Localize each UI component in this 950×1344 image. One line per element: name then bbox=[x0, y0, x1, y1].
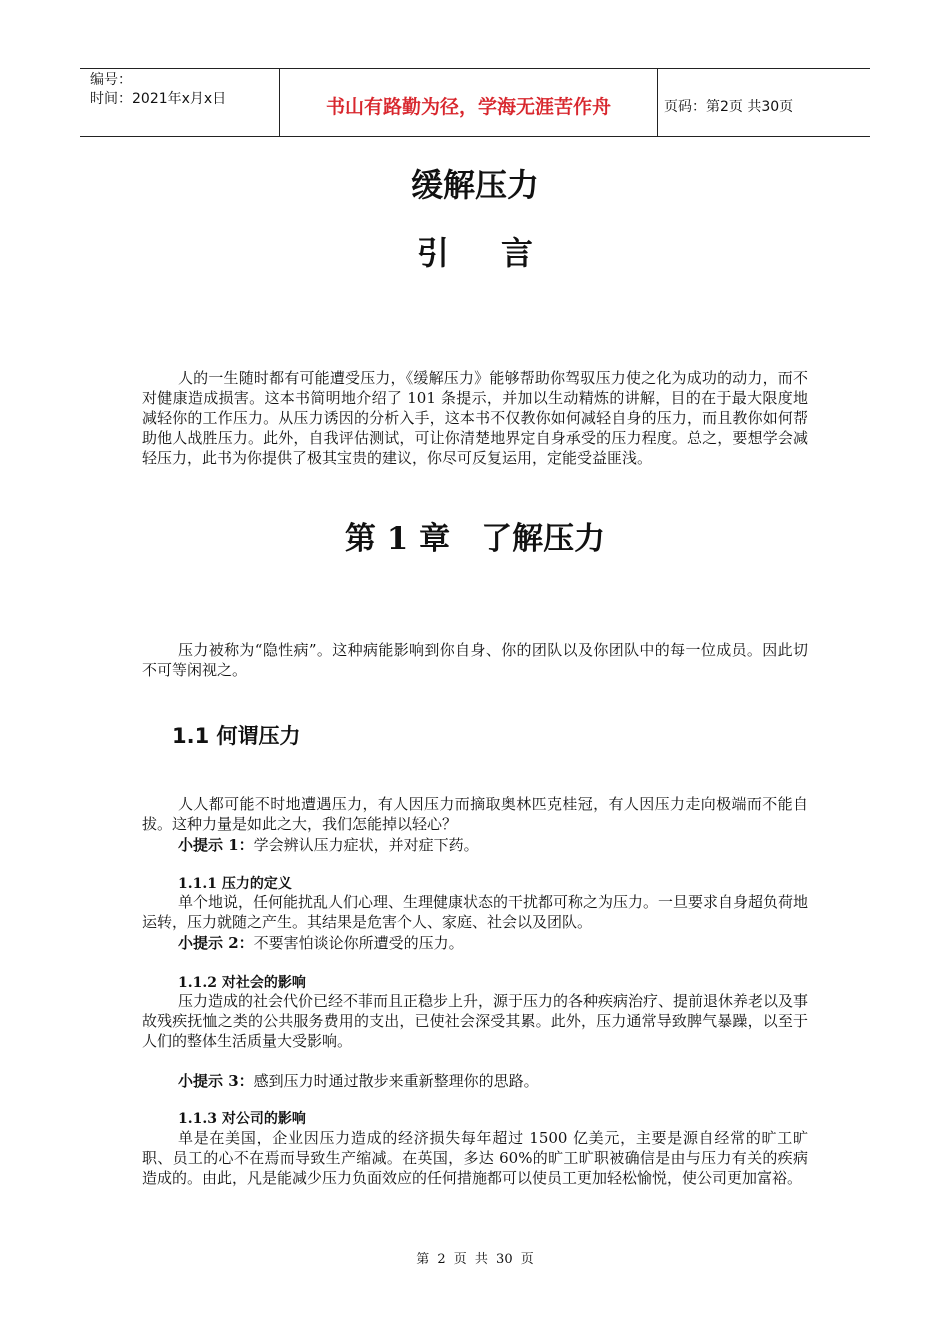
chapter-paragraph: 压力被称为“隐性病”。这种病能影响到你自身、你的团队以及你团队中的每一位成员。因此切不可等闲视之。 bbox=[142, 641, 808, 679]
tip-2-label: 小提示 2： bbox=[178, 934, 254, 952]
intro-title-char-1: 引 bbox=[416, 234, 449, 272]
tip-1-label: 小提示 1： bbox=[178, 836, 254, 854]
document-title: 缓解压力 bbox=[410, 166, 539, 204]
intro-title bbox=[0, 228, 950, 274]
section-title: 1.1 何谓压力 bbox=[172, 724, 301, 748]
tip-2 bbox=[178, 932, 464, 953]
subsection-3-paragraph: 单是在美国，企业因压力造成的经济损失每年超过 1500 亿美元，主要是源自经常的旷工旷职、员工的心不在焉而导致生产缩减。在英国，多达 60%的旷工旷职被确信是由与压力有关的疾病造成的。由此，凡是能减少压力负面效应的任何措施都可以使员工更加轻松愉悦，使公司更加富裕。 bbox=[142, 1129, 808, 1187]
header-table bbox=[80, 68, 870, 137]
chapter-title: 第 1 章 了解压力 bbox=[344, 521, 606, 557]
tip-3-text: 感到压力时通过散步来重新整理你的思路。 bbox=[253, 1072, 539, 1090]
tip-1 bbox=[178, 834, 479, 855]
header-left-cell bbox=[80, 69, 280, 136]
tip-3 bbox=[178, 1070, 539, 1091]
page-footer: 第 2 页 共 30 页 bbox=[416, 1252, 534, 1267]
number-label: 编号： bbox=[90, 72, 132, 88]
tip-3-label: 小提示 3： bbox=[178, 1072, 254, 1090]
intro-title-char-2: 言 bbox=[501, 234, 534, 272]
tip-2-text: 不要害怕谈论你所遭受的压力。 bbox=[253, 934, 464, 952]
subsection-1-title: 1.1.1 压力的定义 bbox=[178, 876, 292, 892]
subsection-3-title: 1.1.3 对公司的影响 bbox=[178, 1111, 306, 1127]
intro-paragraph: 人的一生随时都有可能遭受压力，《缓解压力》能够帮助你驾驭压力使之化为成功的动力，而不对健康造成损害。这本书简明地介绍了 101 条提示，并加以生动精炼的讲解，目的在于最大限度地减轻你的工作压力。从压力诱因的分析入手，这本书不仅教你如何减轻自身的压力，而且教你如何帮助他人战胜压力。此外，自我评估测试，可让你清楚地界定自身承受的压力程度。总之，要想学会减轻压力，此书为你提供了极其宝贵的建议，你尽可反复运用，定能受益匪浅。 bbox=[142, 369, 808, 467]
tip-1-text: 学会辨认压力症状，并对症下药。 bbox=[253, 836, 479, 854]
page-info: 页码：第2页 共30页 bbox=[664, 98, 794, 115]
time-label: 时间：2021年x月x日 bbox=[90, 91, 227, 107]
subsection-1-paragraph: 单个地说，任何能扰乱人们心理、生理健康状态的干扰都可称之为压力。一旦要求自身超负荷地运转，压力就随之产生。其结果是危害个人、家庭、社会以及团队。 bbox=[142, 893, 809, 931]
motto: 书山有路勤为径，学海无涯苦作舟 bbox=[280, 69, 658, 136]
subsection-2-title: 1.1.2 对社会的影响 bbox=[178, 975, 306, 991]
section-paragraph: 人人都可能不时地遭遇压力，有人因压力而摘取奥林匹克桂冠，有人因压力走向极端而不能自拔。这种力量是如此之大，我们怎能掉以轻心？ bbox=[142, 795, 808, 833]
subsection-2-paragraph: 压力造成的社会代价已经不菲而且正稳步上升，源于压力的各种疾病治疗、提前退休养老以及事故残疾抚恤之类的公共服务费用的支出，已使社会深受其累。此外，压力通常导致脾气暴躁，以至于人们的整体生活质量大受影响。 bbox=[142, 992, 809, 1050]
